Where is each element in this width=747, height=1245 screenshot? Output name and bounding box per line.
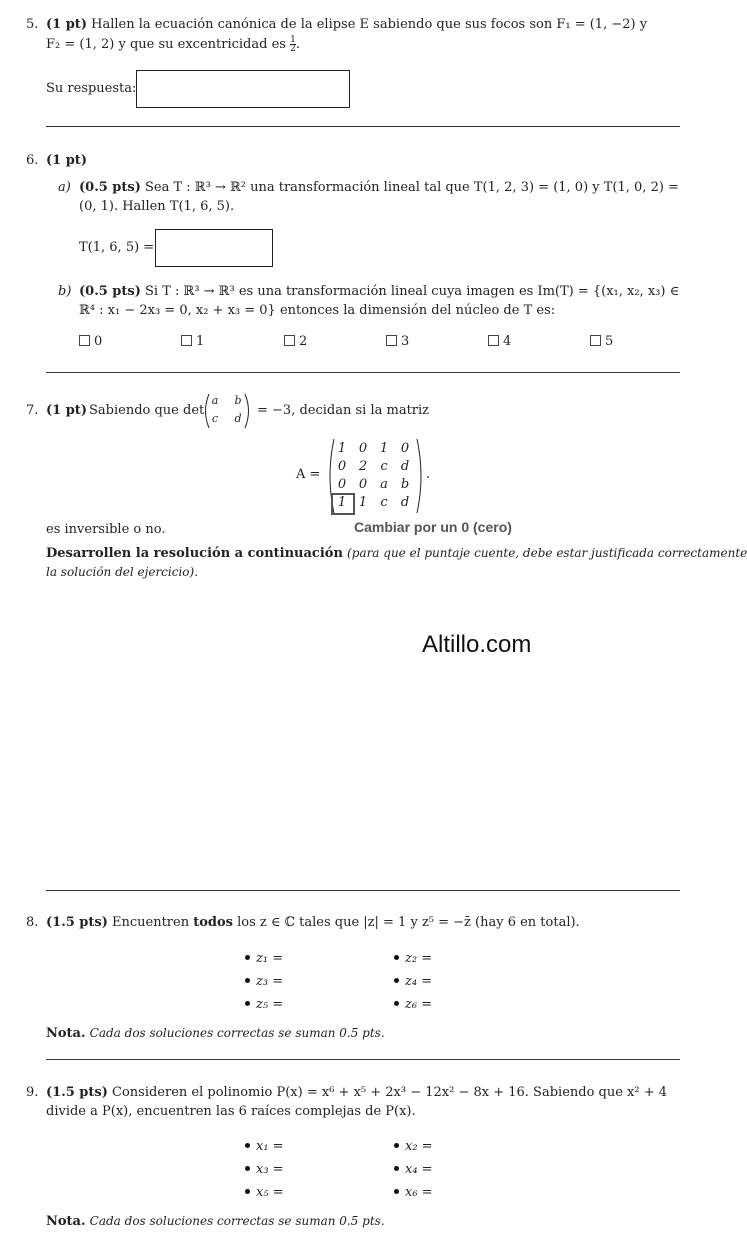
question-number: 6.	[26, 153, 39, 168]
instruction-text: Desarrollen la resolución a continuación (para que el puntaje cuente, debe estar justificada correctamente	[46, 546, 747, 561]
instruction-text-line2: la solución del ejercicio).	[46, 565, 199, 579]
answer-item: x₁ =	[245, 1139, 284, 1154]
annotation-note: Cambiar por un 0 (cero)	[354, 519, 512, 535]
matrix-cell: c	[211, 412, 219, 425]
matrix-cell: d	[400, 495, 410, 510]
answer-item: x₅ =	[245, 1185, 284, 1200]
matrix-cell-highlighted: 1	[337, 495, 347, 510]
matrix-label: A =	[296, 467, 321, 482]
checkbox-icon[interactable]	[284, 335, 295, 346]
matrix-cell: 1	[337, 441, 347, 456]
matrix-cell: b	[234, 394, 242, 407]
question-text: (1.5 pts) Consideren el polinomio P(x) = x⁶ + x⁵ + 2x³ − 12x² − 8x + 16. Sabiendo que x² + 4	[46, 1085, 668, 1100]
answer-item: z₁ =	[245, 951, 283, 966]
answer-item: z₅ =	[245, 997, 283, 1012]
matrix-cell: b	[400, 477, 410, 492]
subquestion-text-line2: ℝ⁴ : x₁ − 2x₃ = 0, x₂ + x₃ = 0} entonces la dimensión del núcleo de T es:	[79, 303, 556, 318]
divider	[46, 890, 680, 891]
matrix-cell: 0	[337, 459, 347, 474]
option-checkbox-3[interactable]: 3	[386, 334, 409, 349]
matrix-cell: a	[211, 394, 219, 407]
question-number: 5.	[26, 17, 39, 32]
answer-item: x₄ =	[394, 1162, 433, 1177]
fraction: $\frac{1}{2}$	[290, 35, 296, 54]
answer-item: x₂ =	[394, 1139, 433, 1154]
outro-text: es inversible o no.	[46, 522, 166, 537]
subquestion-text: (0.5 pts) Sea T : ℝ³ → ℝ² una transformación lineal tal que T(1, 2, 3) = (1, 0) y T(1, 0, 2) =	[79, 180, 679, 195]
checkbox-icon[interactable]	[181, 335, 192, 346]
matrix-cell: a	[380, 477, 388, 492]
points-label: (1 pt)	[46, 153, 87, 168]
question-text: (1 pt) Hallen la ecuación canónica de la elipse E sabiendo que sus focos son F₁ = (1, −2) y	[46, 17, 648, 32]
answer-item: z₆ =	[394, 997, 432, 1012]
intro-text: Sabiendo que det	[89, 403, 205, 418]
intro-text-end: = −3, decidan si la matriz	[257, 403, 430, 418]
subquestion-label: b)	[58, 284, 72, 299]
question-text-line2: F₂ = (1, 2) y que su excentricidad es $\frac{1}{2}$ .	[46, 35, 300, 54]
answer-label: T(1, 6, 5) =	[79, 240, 155, 255]
question-text-line2: divide a P(x), encuentren las 6 raíces complejas de P(x).	[46, 1104, 416, 1119]
matrix-cell: 0	[358, 477, 368, 492]
checkbox-icon[interactable]	[590, 335, 601, 346]
matrix-cell: d	[234, 412, 242, 425]
subquestion-text-line2: (0, 1). Hallen T(1, 6, 5).	[79, 199, 235, 214]
matrix-cell: d	[400, 459, 410, 474]
question-number: 8.	[26, 915, 39, 930]
matrix-cell: c	[380, 495, 388, 510]
answer-item: z₂ =	[394, 951, 432, 966]
answer-input[interactable]	[136, 70, 350, 108]
divider	[46, 126, 680, 127]
question-number: 7.	[26, 403, 39, 418]
option-checkbox-2[interactable]: 2	[284, 334, 307, 349]
watermark: Altillo.com	[422, 631, 532, 658]
answer-item: x₆ =	[394, 1185, 433, 1200]
note: Nota. Cada dos soluciones correctas se suman 0.5 pts.	[46, 1214, 385, 1229]
option-checkbox-4[interactable]: 4	[488, 334, 511, 349]
option-checkbox-0[interactable]: 0	[79, 334, 102, 349]
subquestion-text: (0.5 pts) Si T : ℝ³ → ℝ³ es una transformación lineal cuya imagen es Im(T) = {(x₁, x₂, x₃) ∈	[79, 284, 680, 299]
matrix-cell: 0	[337, 477, 347, 492]
highlight-box	[331, 493, 355, 515]
answer-item: x₃ =	[245, 1162, 284, 1177]
divider	[46, 1059, 680, 1060]
option-checkbox-5[interactable]: 5	[590, 334, 613, 349]
points-label: (1 pt)	[46, 403, 87, 418]
checkbox-icon[interactable]	[386, 335, 397, 346]
divider	[46, 372, 680, 373]
matrix-cell: 1	[358, 495, 368, 510]
matrix-cell: 0	[400, 441, 410, 456]
answer-label: Su respuesta:	[46, 81, 137, 96]
answer-item: z₃ =	[245, 974, 283, 989]
checkbox-icon[interactable]	[79, 335, 90, 346]
points-label: (1 pt)	[46, 17, 87, 32]
option-checkbox-1[interactable]: 1	[181, 334, 204, 349]
matrix-cell: 0	[358, 441, 368, 456]
answer-item: z₄ =	[394, 974, 432, 989]
matrix-end: .	[426, 467, 431, 482]
matrix-cell: c	[380, 459, 388, 474]
matrix-cell: 2	[358, 459, 368, 474]
checkbox-icon[interactable]	[488, 335, 499, 346]
subquestion-label: a)	[58, 180, 71, 195]
answer-input[interactable]	[155, 229, 273, 267]
note: Nota. Cada dos soluciones correctas se suman 0.5 pts.	[46, 1026, 385, 1041]
question-number: 9.	[26, 1085, 39, 1100]
matrix-cell: 1	[379, 441, 389, 456]
question-text: (1.5 pts) Encuentren todos los z ∈ ℂ tales que |z| = 1 y z⁵ = −z̄ (hay 6 en total).	[46, 915, 580, 930]
